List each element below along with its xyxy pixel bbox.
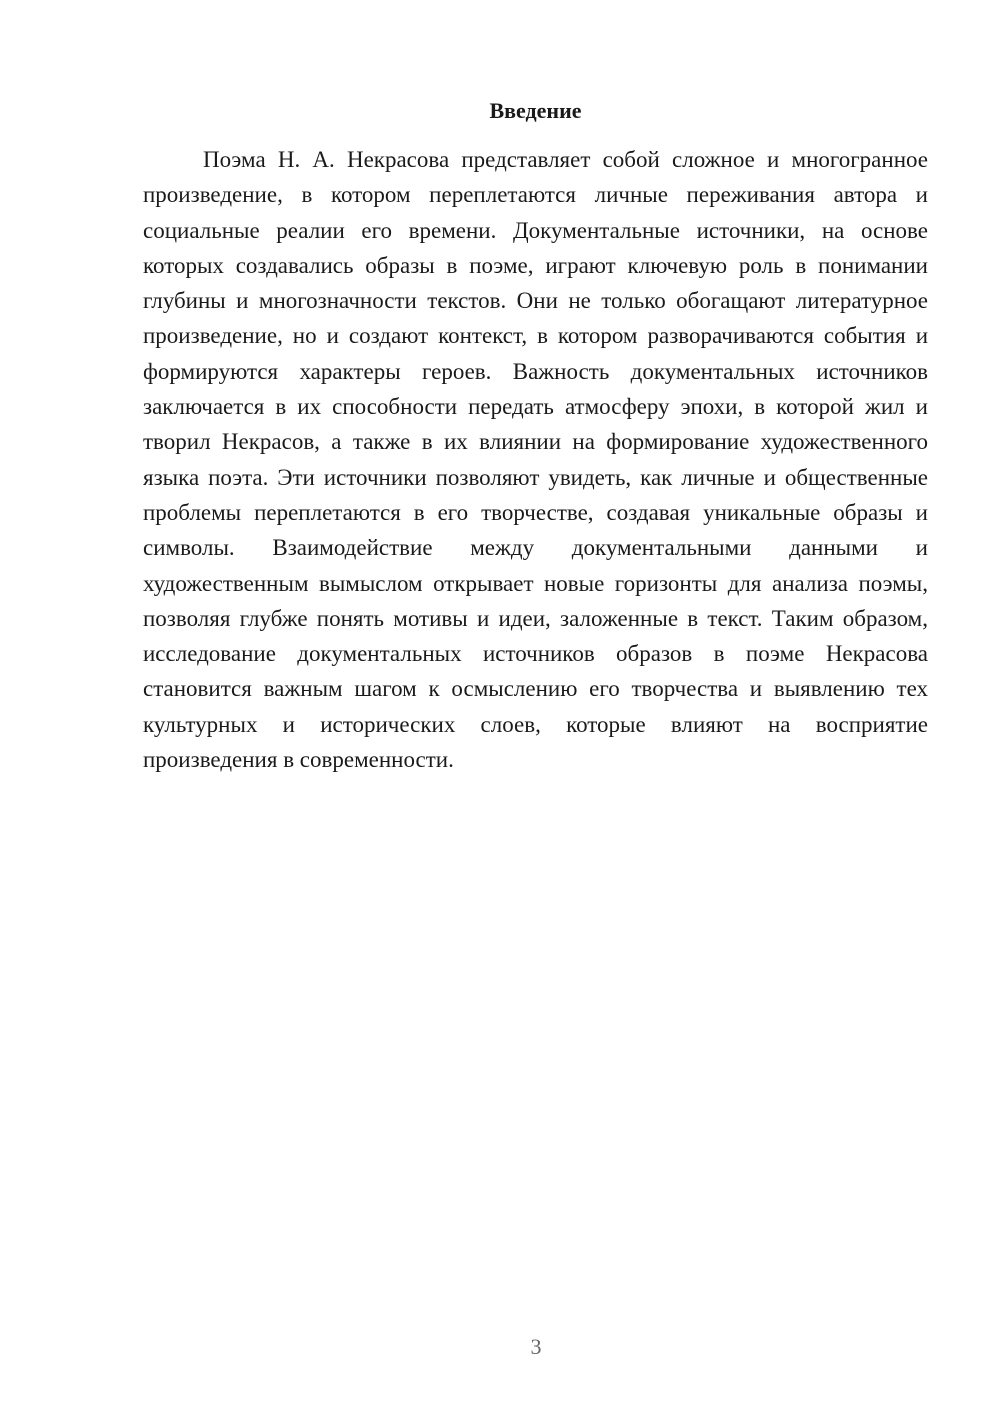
page-number: 3	[530, 1334, 542, 1359]
section-heading: Введение	[489, 98, 582, 123]
body-paragraph: Поэма Н. А. Некрасова представляет собой сложное и многогранное произведение, в котором переплетаются личные переживания автора и социальные реалии его времени. Документальные источники, на основе которых создавались образы в поэме, играют ключевую роль в понимании глубины и многозначности текстов. Они не только обогащают литературное произведение, но и создают контекст, в котором разворачиваются события и формируются характеры героев. Важность документальных источников заключается в их способности передать атмосферу эпохи, в которой жил и творил Некрасов, а также в их влиянии на формирование художественного языка поэта. Эти источники позволяют увидеть, как личные и общественные проблемы переплетаются в его творчестве, создавая уникальные образы и символы. Взаимодействие между документальными данными и художественным вымыслом открывает новые горизонты для анализа поэмы, позволяя глубже понять мотивы и идеи, заложенные в текст. Таким образом, исследование документальных источников образов в поэме Некрасова становится важным шагом к осмыслению его творчества и выявлению тех культурных и исторических слоев, которые влияют на восприятие произведения в современности.	[143, 147, 928, 773]
